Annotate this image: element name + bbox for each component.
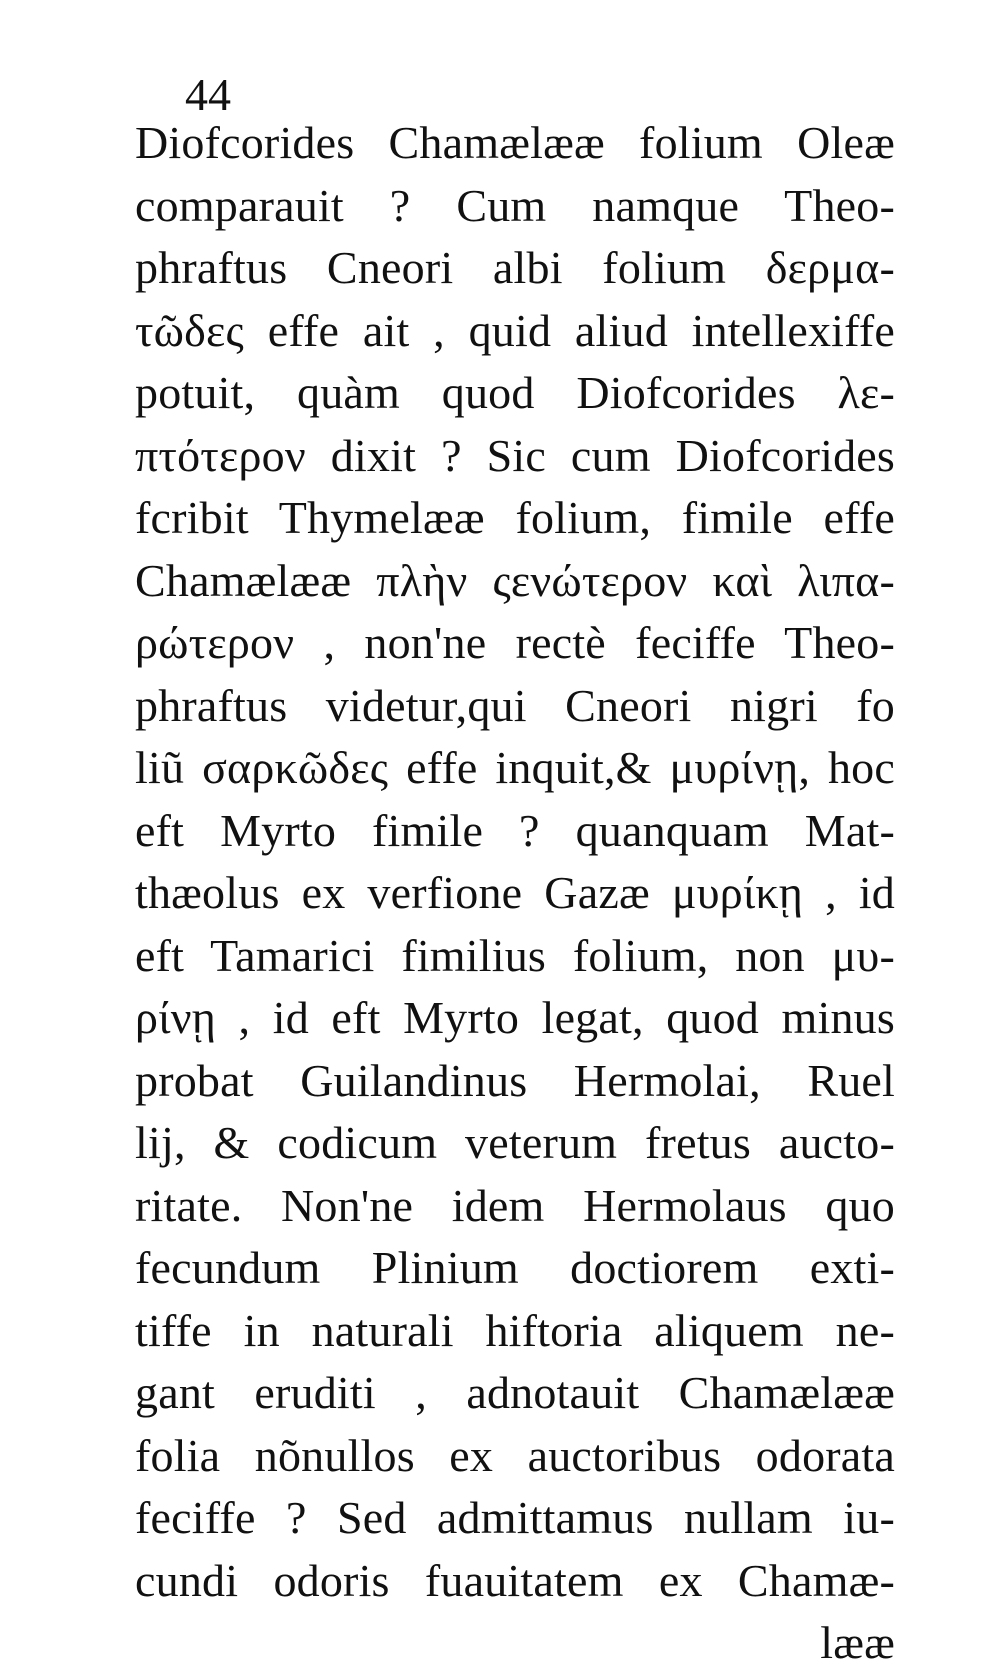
text-line: τῶδες effe ait , quid aliud intellexiffe: [135, 304, 895, 356]
body-text: [135, 112, 895, 1675]
text-line: ρίνῃ , id eft Myrto legat, quod minus: [135, 992, 895, 1043]
text-line: phraftus videtur,qui Cneori nigri fo: [135, 679, 895, 731]
text-line: ritate. Non'ne idem Hermolaus quo: [135, 1179, 895, 1231]
text-line: gant eruditi , adnotauit Chamælææ: [135, 1367, 895, 1418]
text-line: Diofcorides Chamælææ folium Oleæ: [135, 117, 895, 168]
page-number: 44: [185, 69, 231, 120]
text-line: liũ σαρκῶδες effe inquit,& μυρίνῃ, hoc: [135, 742, 895, 793]
text-line: folia nõnullos ex auctoribus odorata: [135, 1429, 895, 1481]
text-line: eft Tamarici fimilius folium, non μυ-: [135, 929, 895, 981]
text-line: fcribit Thymelææ folium, fimile effe: [135, 492, 895, 543]
text-line: Chamælææ πλὴν ςενώτερον καὶ λιπα-: [135, 554, 895, 606]
text-line: probat Guilandinus Hermolai, Ruel: [135, 1054, 895, 1106]
text-line: phraftus Cneori albi folium δερμα-: [135, 242, 895, 293]
text-line: potuit, quàm quod Diofcorides λε-: [135, 367, 895, 418]
text-line: πτότερον dixit ? Sic cum Diofcorides: [135, 429, 895, 481]
text-line: fecundum Plinium doctiorem exti-: [135, 1242, 895, 1293]
text-line: ρώτερον , non'ne rectè feciffe Theo-: [135, 617, 895, 668]
catchword: lææ: [820, 1617, 895, 1668]
text-line: tiffe in naturali hiftoria aliquem ne-: [135, 1304, 895, 1356]
text-line: eft Myrto fimile ? quanquam Mat-: [135, 804, 895, 856]
text-line: feciffe ? Sed admittamus nullam iu-: [135, 1492, 895, 1543]
text-line: thæolus ex verfione Gazæ μυρίκῃ , id: [135, 867, 895, 918]
text-line: lij, & codicum veterum fretus aucto-: [135, 1117, 895, 1168]
text-line: cundi odoris fuauitatem ex Chamæ-: [135, 1554, 895, 1606]
text-line: comparauit ? Cum namque Theo-: [135, 179, 895, 231]
